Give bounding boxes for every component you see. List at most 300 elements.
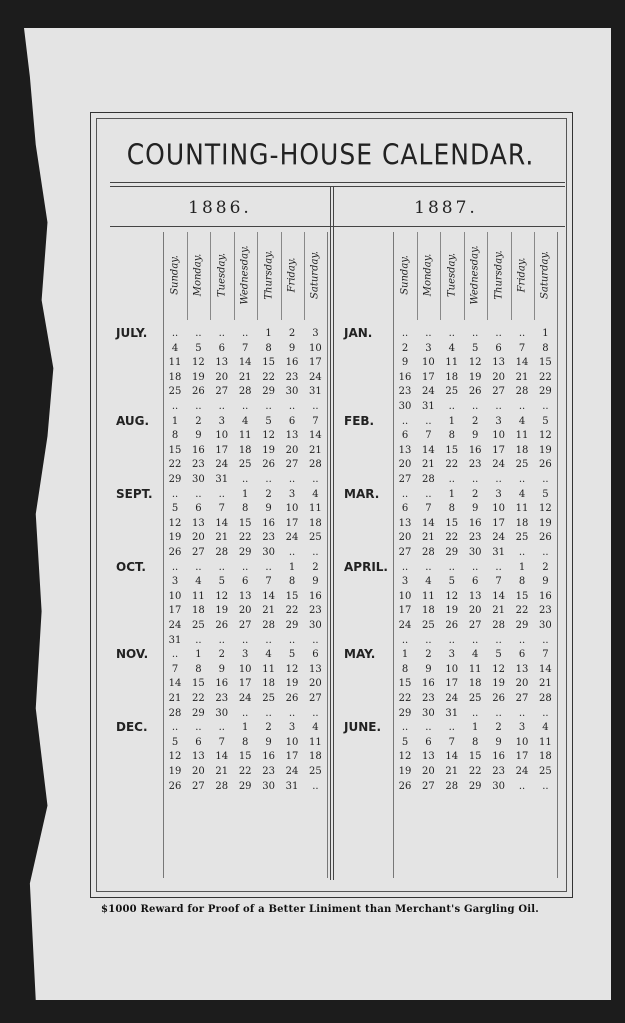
- day-cell: 26: [492, 693, 505, 704]
- month-label: SEPT.: [116, 486, 153, 501]
- left-dayname-0: [164, 230, 186, 320]
- day-cell: ..: [195, 488, 202, 500]
- day-cell: ..: [265, 401, 272, 412]
- day-cell: ..: [288, 474, 296, 485]
- day-cell: 9: [542, 576, 549, 588]
- day-cell: 11: [445, 357, 459, 369]
- day-cell: 17: [398, 605, 412, 617]
- day-cell: 11: [309, 736, 322, 748]
- day-cell: ..: [495, 328, 502, 339]
- left-header-separator: [304, 232, 305, 320]
- day-cell: ..: [448, 634, 455, 646]
- day-cell: 22: [445, 532, 459, 544]
- month-label: JAN.: [344, 326, 373, 340]
- right-header-separator: [464, 232, 465, 320]
- day-cell: 17: [515, 751, 529, 763]
- left-dayname-label: Thursday.: [263, 250, 275, 300]
- day-cell: 29: [515, 620, 529, 631]
- day-cell: 31: [422, 401, 435, 412]
- day-cell: 16: [262, 517, 275, 529]
- day-cell: 14: [215, 751, 229, 763]
- day-cell: 9: [495, 736, 502, 748]
- day-cell: 7: [518, 342, 526, 354]
- day-cell: 15: [445, 517, 459, 529]
- day-cell: 26: [192, 386, 205, 398]
- day-cell: 29: [262, 386, 275, 398]
- day-cell: ..: [288, 401, 296, 412]
- day-cell: 3: [218, 415, 225, 427]
- day-cell: 27: [192, 780, 205, 792]
- day-cell: 30: [468, 547, 482, 558]
- day-cell: 20: [422, 766, 435, 777]
- day-cell: 8: [448, 430, 455, 442]
- left-header-separator: [210, 232, 211, 320]
- day-cell: 3: [312, 328, 319, 339]
- day-cell: ..: [288, 634, 296, 646]
- day-cell: 9: [312, 576, 319, 588]
- day-cell: 13: [398, 444, 412, 456]
- day-cell: 17: [445, 678, 459, 690]
- day-cell: 28: [238, 386, 252, 398]
- day-cell: 13: [192, 751, 205, 763]
- day-cell: 14: [422, 444, 435, 456]
- day-cell: 1: [171, 415, 179, 427]
- day-cell: 7: [218, 736, 225, 748]
- day-cell: ..: [472, 401, 479, 412]
- day-cell: 12: [192, 357, 205, 369]
- day-cell: 22: [539, 371, 552, 383]
- day-cell: 5: [288, 649, 296, 661]
- right-grid-border: [557, 232, 558, 878]
- day-cell: 31: [492, 547, 505, 558]
- day-cell: 20: [515, 678, 529, 690]
- day-cell: 17: [422, 371, 435, 383]
- day-cell: 8: [195, 663, 202, 675]
- day-cell: ..: [218, 488, 225, 500]
- day-cell: 25: [238, 459, 252, 471]
- day-cell: 30: [262, 547, 275, 558]
- day-cell: 3: [518, 722, 526, 734]
- day-cell: 28: [515, 386, 529, 398]
- day-cell: ..: [495, 707, 502, 719]
- right-dayname-5: [511, 230, 533, 320]
- day-cell: 6: [472, 576, 479, 588]
- day-cell: 10: [398, 590, 412, 602]
- day-cell: 22: [445, 459, 459, 471]
- center-divider-2: [333, 186, 334, 880]
- day-cell: 17: [492, 517, 505, 529]
- day-cell: ..: [448, 401, 455, 412]
- day-cell: 5: [265, 415, 272, 427]
- day-cell: 13: [515, 663, 529, 675]
- day-cell: 26: [168, 547, 182, 558]
- day-cell: ..: [288, 707, 296, 719]
- day-cell: 6: [401, 430, 409, 442]
- day-cell: 22: [192, 693, 205, 704]
- day-cell: 27: [468, 620, 482, 631]
- day-cell: 29: [238, 780, 252, 792]
- day-cell: ..: [448, 328, 455, 339]
- day-cell: ..: [425, 634, 432, 646]
- day-cell: 13: [192, 517, 205, 529]
- left-dayname-label: Monday.: [192, 253, 204, 297]
- day-cell: 8: [265, 342, 272, 354]
- month-label: FEB.: [344, 413, 375, 428]
- day-cell: 26: [398, 780, 412, 792]
- day-cell: 7: [171, 663, 179, 675]
- day-cell: ..: [448, 722, 455, 734]
- day-cell: 9: [472, 503, 479, 515]
- day-cell: 8: [171, 430, 179, 442]
- day-cell: 16: [468, 517, 482, 529]
- right-dayname-label: Monday.: [422, 253, 434, 297]
- day-cell: 3: [425, 342, 432, 354]
- day-cell: ..: [425, 488, 432, 500]
- day-cell: 9: [472, 430, 479, 442]
- month-label: DEC.: [116, 720, 148, 735]
- day-cell: 23: [492, 766, 505, 777]
- day-cell: 30: [422, 707, 435, 719]
- day-cell: ..: [312, 474, 319, 485]
- day-cell: 4: [242, 415, 249, 427]
- day-cell: 19: [445, 605, 459, 617]
- day-cell: 7: [242, 342, 249, 354]
- day-cell: 28: [539, 693, 552, 704]
- day-cell: ..: [518, 634, 526, 646]
- day-cell: 13: [238, 590, 252, 602]
- right-dayname-label: Tuesday.: [446, 252, 458, 298]
- day-cell: 4: [265, 649, 272, 661]
- day-cell: 22: [515, 605, 529, 617]
- day-cell: ..: [518, 547, 526, 558]
- day-cell: ..: [242, 634, 249, 646]
- year-rule: [110, 226, 565, 227]
- day-cell: ..: [448, 561, 455, 573]
- day-cell: 20: [192, 766, 205, 777]
- day-cell: 13: [285, 430, 299, 442]
- day-cell: 27: [398, 474, 412, 485]
- left-dayname-6: [304, 230, 326, 320]
- day-cell: ..: [171, 488, 179, 500]
- day-cell: 7: [448, 736, 455, 748]
- day-cell: 10: [309, 342, 322, 354]
- day-cell: 11: [539, 736, 552, 748]
- right-header-separator: [417, 232, 418, 320]
- day-cell: 15: [285, 590, 299, 602]
- day-cell: 24: [285, 766, 299, 777]
- day-cell: 18: [262, 678, 275, 690]
- left-dayname-1: [187, 230, 209, 320]
- day-cell: 13: [468, 590, 482, 602]
- day-cell: 10: [285, 736, 299, 748]
- day-cell: 16: [262, 751, 275, 763]
- day-cell: 27: [238, 620, 252, 631]
- day-cell: 22: [168, 459, 182, 471]
- left-dayname-5: [281, 230, 303, 320]
- day-cell: 27: [285, 459, 299, 471]
- day-cell: 25: [515, 459, 529, 471]
- day-cell: 25: [422, 620, 435, 631]
- day-cell: 5: [171, 736, 179, 748]
- day-cell: ..: [171, 328, 179, 339]
- day-cell: ..: [425, 722, 432, 734]
- day-cell: 14: [262, 590, 275, 602]
- day-cell: 12: [262, 430, 275, 442]
- day-cell: 21: [262, 605, 275, 617]
- day-cell: 18: [445, 371, 459, 383]
- day-cell: 22: [468, 766, 482, 777]
- day-cell: ..: [195, 561, 202, 573]
- day-cell: 5: [542, 415, 549, 427]
- day-cell: 17: [215, 444, 229, 456]
- day-cell: 16: [215, 678, 229, 690]
- day-cell: 18: [309, 751, 322, 763]
- day-cell: 4: [425, 576, 432, 588]
- day-cell: 10: [492, 430, 505, 442]
- day-cell: ..: [218, 561, 225, 573]
- day-cell: 14: [492, 590, 505, 602]
- day-cell: 10: [238, 663, 252, 675]
- day-cell: 30: [192, 474, 205, 485]
- day-cell: 25: [539, 766, 552, 777]
- day-cell: 29: [398, 707, 412, 719]
- right-dayname-label: Saturday.: [539, 251, 551, 299]
- day-cell: 21: [215, 766, 229, 777]
- title-rule-1: [110, 182, 565, 183]
- day-cell: 15: [539, 357, 552, 369]
- day-cell: 4: [542, 722, 549, 734]
- day-cell: 17: [309, 357, 322, 369]
- day-cell: 15: [238, 517, 252, 529]
- day-cell: ..: [265, 634, 272, 646]
- day-cell: ..: [401, 561, 409, 573]
- day-cell: 9: [195, 430, 202, 442]
- day-cell: 8: [542, 342, 549, 354]
- day-cell: 19: [539, 517, 552, 529]
- day-cell: 13: [492, 357, 505, 369]
- day-cell: ..: [495, 401, 502, 412]
- day-cell: 7: [425, 430, 432, 442]
- day-cell: 22: [285, 605, 299, 617]
- day-cell: ..: [195, 328, 202, 339]
- day-cell: 5: [472, 342, 479, 354]
- day-cell: 6: [495, 342, 502, 354]
- day-cell: 6: [195, 736, 202, 748]
- day-cell: 11: [262, 663, 275, 675]
- day-cell: 14: [215, 517, 229, 529]
- day-cell: 2: [265, 488, 272, 500]
- day-cell: ..: [518, 707, 526, 719]
- day-cell: ..: [425, 561, 432, 573]
- day-cell: 3: [495, 415, 502, 427]
- day-cell: 27: [515, 693, 529, 704]
- day-cell: 24: [445, 693, 459, 704]
- day-cell: ..: [401, 722, 409, 734]
- day-cell: 23: [468, 459, 482, 471]
- day-cell: 19: [468, 371, 482, 383]
- day-cell: 20: [215, 371, 229, 383]
- day-cell: 26: [215, 620, 229, 631]
- day-cell: 5: [171, 503, 179, 515]
- day-cell: 24: [422, 386, 435, 398]
- day-cell: ..: [312, 401, 319, 412]
- day-cell: 12: [215, 590, 229, 602]
- day-cell: 21: [422, 459, 435, 471]
- day-cell: 29: [285, 620, 299, 631]
- day-cell: 1: [242, 488, 249, 500]
- title-rule-2: [110, 186, 565, 187]
- day-cell: ..: [518, 780, 526, 792]
- day-cell: 15: [445, 444, 459, 456]
- day-cell: 19: [262, 444, 275, 456]
- day-cell: 9: [265, 736, 272, 748]
- calendar-title: COUNTING-HOUSE CALENDAR.: [126, 137, 535, 172]
- year-left: 1886.: [188, 198, 252, 218]
- day-cell: 13: [422, 751, 435, 763]
- day-cell: 14: [309, 430, 322, 442]
- day-cell: 1: [518, 561, 526, 573]
- day-cell: 11: [168, 357, 182, 369]
- day-cell: 25: [262, 693, 275, 704]
- right-header-separator: [511, 232, 512, 320]
- day-cell: 15: [468, 751, 482, 763]
- day-cell: 18: [515, 444, 529, 456]
- year-right: 1887.: [414, 198, 478, 218]
- month-label: OCT.: [116, 559, 146, 574]
- day-cell: 11: [309, 503, 322, 515]
- day-cell: ..: [218, 634, 225, 646]
- day-cell: 7: [495, 576, 502, 588]
- right-header-separator: [440, 232, 441, 320]
- day-cell: 12: [445, 590, 459, 602]
- day-cell: ..: [288, 547, 296, 558]
- day-cell: 28: [215, 780, 229, 792]
- day-cell: 1: [195, 649, 202, 661]
- right-dayname-1: [417, 230, 439, 320]
- day-cell: 28: [492, 620, 505, 631]
- day-cell: 31: [285, 780, 299, 792]
- day-cell: 21: [445, 766, 459, 777]
- day-cell: 29: [192, 707, 205, 719]
- day-cell: 7: [312, 415, 319, 427]
- day-cell: ..: [542, 547, 549, 558]
- day-cell: 15: [192, 678, 205, 690]
- day-cell: ..: [401, 415, 409, 427]
- day-cell: 8: [242, 736, 249, 748]
- day-cell: 30: [539, 620, 552, 631]
- day-cell: 19: [285, 678, 299, 690]
- day-cell: 18: [309, 517, 322, 529]
- day-cell: 23: [215, 693, 229, 704]
- day-cell: 9: [218, 663, 225, 675]
- day-cell: 23: [192, 459, 205, 471]
- day-cell: ..: [195, 722, 202, 734]
- day-cell: 3: [242, 649, 249, 661]
- day-cell: ..: [242, 561, 249, 573]
- day-cell: 26: [445, 620, 459, 631]
- day-cell: 18: [422, 605, 435, 617]
- day-cell: 15: [398, 678, 412, 690]
- day-cell: 12: [468, 357, 482, 369]
- day-cell: 17: [285, 517, 299, 529]
- day-cell: 31: [445, 707, 459, 719]
- right-dayname-label: Wednesday.: [469, 245, 481, 305]
- day-cell: 5: [448, 576, 455, 588]
- day-cell: 18: [168, 371, 182, 383]
- day-cell: 28: [445, 780, 459, 792]
- day-cell: 25: [468, 693, 482, 704]
- day-cell: 18: [238, 444, 252, 456]
- month-label: JULY.: [116, 326, 148, 340]
- day-cell: 18: [515, 517, 529, 529]
- day-cell: 3: [401, 576, 409, 588]
- day-cell: 14: [445, 751, 459, 763]
- day-cell: 30: [309, 620, 322, 631]
- day-cell: 2: [218, 649, 225, 661]
- day-cell: 8: [288, 576, 296, 588]
- day-cell: 24: [515, 766, 529, 777]
- day-cell: 17: [238, 678, 252, 690]
- day-cell: ..: [542, 634, 549, 646]
- day-cell: 31: [168, 634, 182, 646]
- day-cell: 2: [425, 649, 432, 661]
- day-cell: ..: [542, 401, 549, 412]
- day-cell: 23: [422, 693, 435, 704]
- day-cell: 26: [168, 780, 182, 792]
- right-dayname-label: Friday.: [516, 257, 528, 293]
- day-cell: 8: [401, 663, 409, 675]
- day-cell: 16: [539, 590, 552, 602]
- day-cell: 2: [495, 722, 502, 734]
- center-divider: [330, 186, 331, 880]
- day-cell: 23: [398, 386, 412, 398]
- day-cell: 24: [492, 532, 505, 544]
- day-cell: ..: [542, 474, 549, 485]
- left-dayname-label: Tuesday.: [216, 252, 228, 298]
- day-cell: ..: [312, 707, 319, 719]
- month-label: MAY.: [344, 647, 376, 662]
- day-cell: 6: [312, 649, 319, 661]
- day-cell: ..: [472, 707, 479, 719]
- day-cell: 1: [448, 415, 455, 427]
- day-cell: 12: [168, 751, 182, 763]
- day-cell: 9: [288, 342, 296, 354]
- day-cell: 10: [492, 503, 505, 515]
- left-dayname-2: [211, 230, 233, 320]
- right-dayname-label: Sunday.: [399, 255, 411, 295]
- day-cell: 27: [492, 386, 505, 398]
- day-cell: 16: [422, 678, 435, 690]
- day-cell: 23: [309, 605, 322, 617]
- day-cell: 24: [215, 459, 229, 471]
- day-cell: 2: [472, 415, 479, 427]
- right-dayname-3: [464, 230, 486, 320]
- day-cell: ..: [265, 474, 272, 485]
- day-cell: ..: [265, 707, 272, 719]
- day-cell: 28: [215, 547, 229, 558]
- day-cell: 4: [472, 649, 479, 661]
- day-cell: ..: [171, 722, 179, 734]
- day-cell: 7: [542, 649, 549, 661]
- day-cell: 10: [168, 590, 182, 602]
- day-cell: ..: [495, 634, 502, 646]
- day-cell: 2: [542, 561, 549, 573]
- day-cell: 14: [168, 678, 182, 690]
- left-dayname-label: Wednesday.: [239, 245, 251, 305]
- day-cell: 9: [265, 503, 272, 515]
- month-label: JUNE.: [344, 720, 382, 735]
- day-cell: 24: [238, 693, 252, 704]
